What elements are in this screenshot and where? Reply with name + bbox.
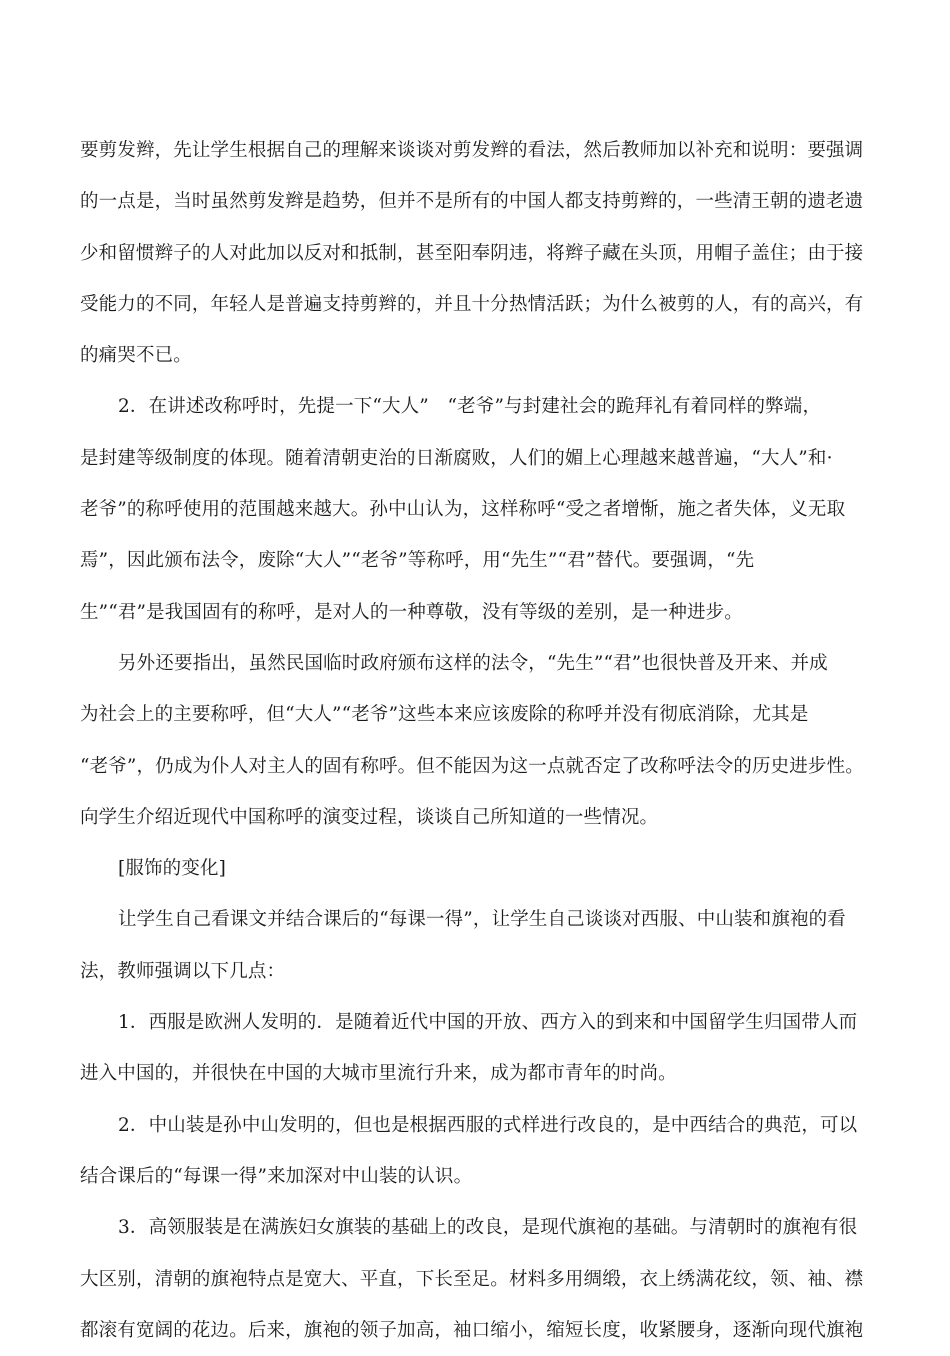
text-line: 老爷”的称呼使用的范围越来越大。孙中山认为，这样称呼“受之者增惭，施之者失体，义无取 <box>80 499 846 521</box>
document-body <box>80 125 898 1356</box>
text-line: 向学生介绍近现代中国称呼的演变过程，谈谈自己所知道的一些情况。 <box>80 806 659 828</box>
text-line: 是封建等级制度的体现。随着清朝吏治的日渐腐败，人们的媚上心理越来越普遍，“大人”和· <box>80 447 833 469</box>
text-line: 1．西服是欧洲人发明的．是随着近代中国的开放、西方入的到来和中国留学生归国带人而 <box>118 1012 858 1034</box>
text-line: 结合课后的“每课一得”来加深对中山装的认识。 <box>80 1165 473 1187</box>
text-line: “老爷”，仍成为仆人对主人的固有称呼。但不能因为这一点就否定了改称呼法令的历史进步性。 <box>80 755 864 777</box>
text-line: 都滚有宽阔的花边。后来，旗袍的领子加高，袖口缩小，缩短长度，收紧腰身，逐渐向现代旗袍 <box>80 1319 864 1341</box>
text-line: 的痛哭不已。 <box>80 345 192 367</box>
text-line: 进入中国的，并很快在中国的大城市里流行升来，成为都市青年的时尚。 <box>80 1063 677 1085</box>
text-line: 焉”，因此颁布法令，废除“大人”“老爷”等称呼，用“先生”“君”替代。要强调，“先 <box>80 550 755 572</box>
text-line: 大区别，清朝的旗袍特点是宽大、平直，下长至足。材料多用绸缎，衣上绣满花纹，领、袖、襟 <box>80 1268 864 1290</box>
text-line: 3．高领服装是在满族妇女旗装的基础上的改良，是现代旗袍的基础。与清朝时的旗袍有很 <box>118 1217 858 1239</box>
text-line: 法，教师强调以下几点： <box>80 960 286 982</box>
text-line: [服饰的变化] <box>118 858 226 880</box>
text-line: 为社会上的主要称呼，但“大人”“老爷”这些本来应该废除的称呼并没有彻底消除，尤其是 <box>80 704 809 726</box>
text-line: 要剪发辫，先让学生根据自己的理解来谈谈对剪发辫的看法，然后教师加以补充和说明：要强调 <box>80 140 864 161</box>
text-line: 受能力的不同，年轻人是普遍支持剪辫的，并且十分热情活跃；为什么被剪的人，有的高兴，有 <box>80 293 864 315</box>
text-line: 另外还要指出，虽然民国临时政府颁布这样的法令，“先生”“君”也很快普及开来、并成 <box>118 652 828 674</box>
text-line: 2．在讲述改称呼时，先提一下“大人” “老爷”与封建社会的跪拜礼有着同样的弊端， <box>118 396 822 418</box>
text-line: 的一点是，当时虽然剪发辫是趋势，但并不是所有的中国人都支持剪辫的，一些清王朝的遗老遗 <box>80 191 864 213</box>
text-line: 生”“君”是我国固有的称呼，是对人的一种尊敬，没有等级的差别，是一种进步。 <box>80 601 743 623</box>
text-line: 少和留惯辫子的人对此加以反对和抵制，甚至阳奉阴违，将辫子藏在头顶，用帽子盖住；由于接 <box>80 242 864 264</box>
text-line: 让学生自己看课文并结合课后的“每课一得”，让学生自己谈谈对西服、中山装和旗袍的看 <box>118 909 846 931</box>
text-line: 2．中山装是孙中山发明的，但也是根据西服的式样进行改良的，是中西结合的典范，可以 <box>118 1114 858 1136</box>
